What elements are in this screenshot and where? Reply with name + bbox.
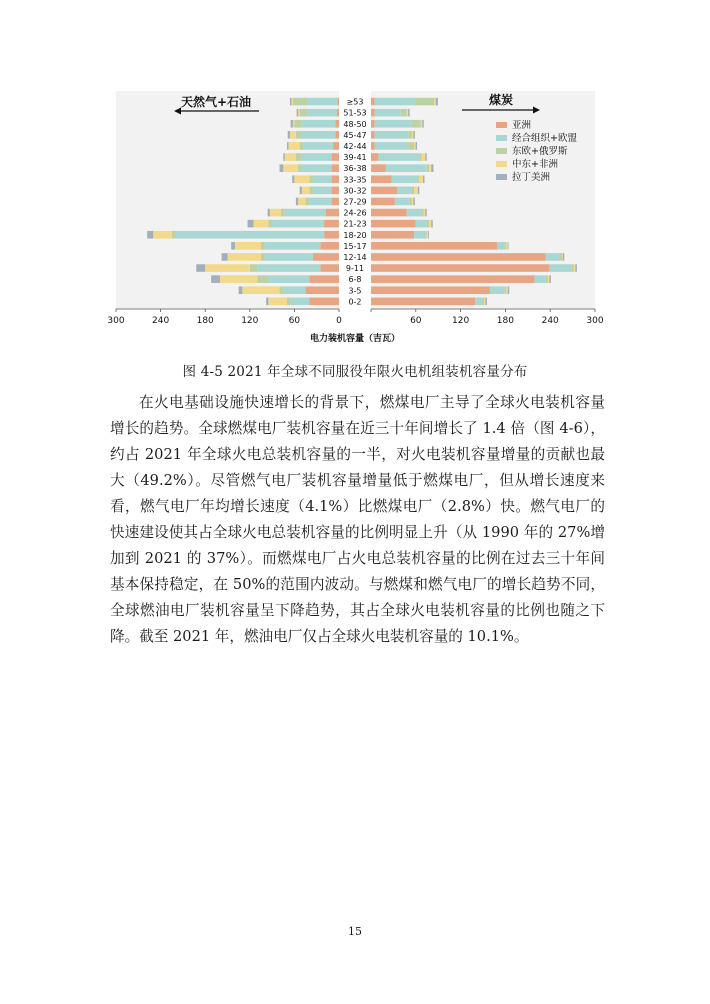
gas-oil-bar-1-6 — [302, 164, 332, 172]
age-label: 48-50 — [343, 119, 367, 129]
coal-bar-1-10 — [407, 209, 422, 217]
gas-oil-bar-4-4 — [287, 142, 288, 150]
gas-oil-bar-4-6 — [280, 164, 284, 172]
coal-bar-4-6 — [431, 164, 433, 172]
gas-oil-bar-3-5 — [285, 153, 296, 161]
gas-oil-bar-4-13 — [231, 242, 235, 250]
gas-oil-bar-0-15 — [320, 264, 339, 272]
coal-bar-1-17 — [490, 286, 505, 294]
legend-swatch — [496, 174, 507, 180]
gas-oil-bar-2-5 — [296, 153, 302, 161]
legend-swatch — [496, 122, 507, 128]
coal-bar-0-7 — [371, 175, 392, 183]
coal-bar-2-3 — [408, 131, 412, 139]
gas-oil-bar-2-4 — [300, 142, 304, 150]
coal-bar-0-17 — [371, 286, 490, 294]
x-tick-label: 60 — [410, 316, 422, 326]
coal-bar-0-10 — [371, 209, 407, 217]
coal-bar-0-16 — [371, 275, 535, 283]
coal-bar-2-8 — [412, 187, 414, 195]
gas-oil-bar-2-12 — [172, 231, 176, 239]
gas-oil-bar-4-1 — [297, 109, 298, 117]
gas-oil-bar-0-11 — [324, 220, 339, 228]
gas-oil-bar-3-0 — [291, 98, 292, 106]
gas-oil-bar-2-11 — [268, 220, 272, 228]
coal-bar-3-4 — [414, 142, 415, 150]
coal-bar-1-14 — [546, 253, 561, 261]
gas-oil-bar-1-1 — [307, 109, 337, 117]
gas-oil-bar-0-0 — [338, 98, 339, 106]
coal-bar-4-12 — [428, 231, 429, 239]
coal-bar-2-16 — [546, 275, 548, 283]
gas-oil-bar-4-7 — [292, 175, 294, 183]
x-tick-label: 0 — [336, 316, 342, 326]
coal-bar-2-1 — [401, 109, 407, 117]
gas-oil-bar-0-18 — [309, 298, 339, 306]
gas-oil-bar-1-17 — [283, 286, 305, 294]
gas-oil-bar-2-8 — [309, 187, 313, 195]
x-tick-label: 180 — [196, 316, 214, 326]
gas-oil-bar-3-1 — [298, 109, 299, 117]
coal-bar-4-17 — [508, 286, 509, 294]
coal-bar-1-1 — [375, 109, 401, 117]
gas-oil-bar-0-13 — [320, 242, 339, 250]
gas-oil-bar-1-8 — [313, 187, 332, 195]
gas-oil-bar-0-10 — [326, 209, 339, 217]
coal-bar-0-4 — [371, 142, 375, 150]
coal-bar-4-5 — [425, 153, 426, 161]
capacity-age-chart — [0, 0, 710, 355]
gas-oil-bar-4-8 — [300, 187, 302, 195]
gas-oil-bar-4-15 — [196, 264, 205, 272]
coal-bar-0-12 — [371, 231, 414, 239]
coal-bar-4-1 — [408, 109, 409, 117]
coal-bar-3-18 — [484, 298, 485, 306]
coal-bar-1-12 — [414, 231, 425, 239]
body-paragraph: 在火电基础设施快速增长的背景下，燃煤电厂主导了全球火电装机容量增长的趋势。全球燃煤电厂装机容量在近三十年间增长了 1.4 倍（图 4-6），约占 2021 年全球火电总装机容量的一半，对火电装机容量增量的贡献也最大（49.2%）。尽管燃气电厂装机容量增量低于燃煤电厂，但从增长速度来看，燃气电厂年均增长速度（4.1%）比燃煤电厂（2.8%）快。燃气电厂的快速建设使其占全球火电总装机容量的比例明显上升（从 1990 年的 27%增加到 2021 的 37%）。而燃煤电厂占火电总装机容量的比例在过去三十年间基本保持稳定，在 50%的范围内波动。与燃煤和燃气电厂的增长趋势不同，全球燃油电厂装机容量呈下降趋势，其占全球火电装机容量的比例也随之下降。截至 2021 年，燃油电厂仅占全球火电装机容量的 10.1%。 — [110, 394, 605, 645]
age-label: 30-32 — [343, 186, 367, 196]
gas-oil-bar-3-16 — [220, 275, 257, 283]
gas-oil-bar-0-12 — [324, 231, 339, 239]
coal-bar-1-5 — [378, 153, 419, 161]
gas-oil-bar-4-12 — [147, 231, 153, 239]
gas-oil-bar-1-0 — [308, 98, 338, 106]
x-tick-label: 240 — [541, 316, 559, 326]
age-label: 6-8 — [348, 275, 362, 285]
x-tick-label: 300 — [586, 316, 604, 326]
coal-bar-3-12 — [427, 231, 428, 239]
gas-oil-bar-0-9 — [332, 198, 339, 206]
age-label: 42-44 — [343, 141, 367, 151]
gas-oil-bar-3-14 — [228, 253, 261, 261]
coal-bar-4-2 — [422, 120, 423, 128]
x-tick-label: 120 — [452, 316, 470, 326]
age-label: 51-53 — [343, 108, 367, 118]
gas-oil-bar-4-18 — [266, 298, 268, 306]
age-label: 0-2 — [348, 297, 362, 307]
gas-oil-bar-0-7 — [332, 175, 339, 183]
legend-swatch — [496, 161, 507, 167]
gas-oil-bar-4-10 — [268, 209, 270, 217]
legend-label: 亚洲 — [512, 120, 532, 131]
gas-oil-bar-4-5 — [283, 153, 284, 161]
coal-bar-2-17 — [505, 286, 506, 294]
gas-oil-bar-1-11 — [272, 220, 324, 228]
coal-bar-3-6 — [429, 164, 431, 172]
coal-bar-1-15 — [549, 264, 571, 272]
coal-bar-0-9 — [371, 198, 395, 206]
coal-bar-3-17 — [506, 286, 507, 294]
gas-oil-bar-0-16 — [309, 275, 339, 283]
gas-oil-bar-4-17 — [239, 286, 243, 294]
gas-oil-bar-1-16 — [268, 275, 309, 283]
gas-oil-bar-2-17 — [280, 286, 284, 294]
gas-oil-bar-4-11 — [248, 220, 254, 228]
gas-oil-bar-0-4 — [333, 142, 339, 150]
coal-bar-4-10 — [425, 209, 426, 217]
coal-bar-3-10 — [424, 209, 425, 217]
gas-oil-bar-0-2 — [335, 120, 339, 128]
coal-bar-0-14 — [371, 253, 546, 261]
gas-oil-bar-4-9 — [296, 198, 298, 206]
x-tick-label: 180 — [496, 316, 514, 326]
gas-oil-bar-0-8 — [332, 187, 339, 195]
coal-bar-2-4 — [408, 142, 414, 150]
coal-bar-0-5 — [371, 153, 378, 161]
coal-bar-4-7 — [423, 175, 424, 183]
age-label: 39-41 — [343, 153, 367, 163]
coal-bar-1-7 — [392, 175, 418, 183]
coal-bar-2-11 — [427, 220, 429, 228]
coal-bar-4-13 — [508, 242, 509, 250]
age-label: ≥53 — [346, 97, 364, 107]
gas-oil-bar-2-18 — [287, 298, 291, 306]
coal-bar-1-6 — [386, 164, 427, 172]
age-label: 21-23 — [343, 219, 367, 229]
coal-bar-2-18 — [483, 298, 484, 306]
gas-oil-bar-3-18 — [268, 298, 287, 306]
gas-oil-bar-3-3 — [290, 131, 296, 139]
gas-oil-bar-1-7 — [313, 175, 332, 183]
coal-bar-4-0 — [436, 98, 438, 106]
coal-bar-1-11 — [416, 220, 427, 228]
coal-bar-4-11 — [431, 220, 432, 228]
coal-bar-0-1 — [371, 109, 375, 117]
gas-oil-bar-0-17 — [306, 286, 339, 294]
coal-bar-3-11 — [429, 220, 431, 228]
gas-oil-bar-1-15 — [257, 264, 320, 272]
age-label: 18-20 — [343, 230, 367, 240]
gas-oil-bar-1-18 — [291, 298, 310, 306]
gas-oil-bar-2-0 — [293, 98, 308, 106]
gas-oil-bar-3-10 — [270, 209, 281, 217]
coal-bar-1-0 — [375, 98, 416, 106]
gas-oil-bar-0-1 — [337, 109, 339, 117]
gas-oil-bar-2-6 — [298, 164, 302, 172]
coal-bar-0-0 — [371, 98, 375, 106]
age-label: 9-11 — [345, 264, 365, 274]
gas-oil-bar-2-1 — [300, 109, 307, 117]
gas-oil-bar-2-15 — [250, 264, 257, 272]
gas-oil-bar-1-12 — [175, 231, 324, 239]
coal-bar-0-18 — [371, 298, 475, 306]
x-axis-ticks — [107, 309, 603, 326]
gas-oil-bar-1-2 — [302, 120, 335, 128]
coal-bar-0-15 — [371, 264, 549, 272]
gas-oil-bar-0-14 — [313, 253, 339, 261]
coal-bar-1-18 — [475, 298, 482, 306]
coal-bar-2-13 — [505, 242, 506, 250]
legend-label: 东欧+俄罗斯 — [512, 146, 568, 157]
gas-oil-bar-2-16 — [257, 275, 268, 283]
gas-oil-bar-3-13 — [235, 242, 261, 250]
gas-oil-panel-title: 天然气+石油 — [180, 95, 252, 109]
coal-bar-4-16 — [549, 275, 550, 283]
coal-bar-2-6 — [427, 164, 429, 172]
x-tick-label: 240 — [152, 316, 170, 326]
age-label: 24-26 — [343, 208, 367, 218]
gas-oil-bar-1-5 — [302, 153, 332, 161]
gas-oil-bar-3-11 — [254, 220, 269, 228]
age-labels — [343, 98, 366, 307]
gas-oil-bar-0-6 — [332, 164, 339, 172]
coal-bar-0-13 — [371, 242, 497, 250]
coal-bar-1-3 — [375, 131, 408, 139]
coal-bar-4-4 — [416, 142, 417, 150]
gas-oil-bar-4-3 — [288, 131, 290, 139]
gas-oil-bar-2-13 — [261, 242, 265, 250]
gas-oil-bar-0-5 — [332, 153, 339, 161]
gas-oil-bar-1-10 — [285, 209, 326, 217]
coal-bar-2-15 — [572, 264, 574, 272]
coal-bar-3-3 — [412, 131, 413, 139]
coal-bar-2-10 — [422, 209, 424, 217]
coal-bar-2-7 — [418, 175, 419, 183]
gas-oil-bar-3-8 — [302, 187, 309, 195]
legend-label: 经合组织+欧盟 — [512, 133, 577, 144]
coal-bar-1-9 — [395, 198, 410, 206]
age-label: 36-38 — [343, 164, 367, 174]
coal-bar-3-13 — [506, 242, 507, 250]
coal-bar-3-2 — [421, 120, 422, 128]
coal-bar-3-0 — [434, 98, 435, 106]
coal-bar-3-16 — [548, 275, 549, 283]
gas-oil-bar-3-6 — [283, 164, 298, 172]
x-tick-label: 120 — [241, 316, 259, 326]
coal-bar-3-9 — [412, 198, 413, 206]
coal-bar-0-8 — [371, 187, 397, 195]
coal-bar-4-3 — [413, 131, 414, 139]
gas-oil-bar-1-13 — [265, 242, 321, 250]
coal-bar-4-9 — [413, 198, 414, 206]
coal-bar-0-11 — [371, 220, 416, 228]
coal-bar-2-14 — [561, 253, 562, 261]
gas-oil-bar-3-7 — [294, 175, 309, 183]
coal-bar-0-2 — [371, 120, 375, 128]
gas-oil-bar-4-16 — [211, 275, 220, 283]
gas-oil-bar-3-2 — [293, 120, 294, 128]
coal-bar-4-8 — [418, 187, 419, 195]
gas-oil-bar-3-12 — [153, 231, 172, 239]
coal-bar-4-18 — [485, 298, 486, 306]
age-label: 3-5 — [348, 286, 362, 296]
coal-panel-title: 煤炭 — [488, 93, 514, 107]
gas-oil-bar-3-15 — [205, 264, 250, 272]
coal-bar-3-14 — [562, 253, 563, 261]
age-label: 12-14 — [343, 252, 367, 262]
coal-bar-2-9 — [410, 198, 412, 206]
gas-oil-bar-2-7 — [309, 175, 313, 183]
gas-oil-bar-2-9 — [306, 198, 310, 206]
coal-bar-2-0 — [416, 98, 435, 106]
coal-bar-1-13 — [497, 242, 504, 250]
gas-oil-bar-4-0 — [290, 98, 291, 106]
age-label: 33-35 — [343, 175, 367, 185]
gas-oil-bar-2-14 — [261, 253, 265, 261]
gas-oil-bar-2-10 — [281, 209, 285, 217]
gas-oil-bar-3-4 — [288, 142, 299, 150]
coal-bar-4-14 — [563, 253, 564, 261]
gas-oil-bar-2-2 — [294, 120, 301, 128]
coal-bar-1-2 — [375, 120, 412, 128]
age-label: 45-47 — [343, 130, 367, 140]
figure-caption: 图 4-5 2021 年全球不同服役年限火电机组装机容量分布 — [182, 364, 528, 380]
coal-bar-3-1 — [407, 109, 408, 117]
gas-oil-bar-4-14 — [222, 253, 228, 261]
gas-oil-bar-1-3 — [302, 131, 335, 139]
age-label: 15-17 — [343, 241, 367, 251]
gas-oil-bar-4-2 — [291, 120, 293, 128]
legend-swatch — [496, 135, 507, 141]
coal-bar-1-4 — [375, 142, 408, 150]
gas-oil-bar-3-9 — [298, 198, 305, 206]
x-axis-label: 电力装机容量（吉瓦） — [309, 334, 401, 344]
coal-bar-4-15 — [575, 264, 576, 272]
gas-oil-bar-1-9 — [309, 198, 331, 206]
coal-bar-0-3 — [371, 131, 375, 139]
gas-oil-bar-1-4 — [303, 142, 333, 150]
coal-bar-2-5 — [419, 153, 421, 161]
gas-oil-bar-0-3 — [335, 131, 339, 139]
coal-bar-3-15 — [574, 264, 575, 272]
coal-bar-2-12 — [425, 231, 426, 239]
coal-bar-1-16 — [535, 275, 546, 283]
coal-bar-2-2 — [412, 120, 421, 128]
coal-bar-0-6 — [371, 164, 386, 172]
legend-swatch — [496, 148, 507, 154]
gas-oil-bar-2-3 — [296, 131, 302, 139]
legend-label: 中东+非洲 — [512, 159, 558, 170]
body-paragraph-block — [110, 390, 605, 650]
x-tick-label: 300 — [107, 316, 125, 326]
x-tick-label: 60 — [288, 316, 301, 326]
gas-oil-bar-3-17 — [242, 286, 279, 294]
age-label: 27-29 — [343, 197, 367, 207]
coal-bar-3-5 — [422, 153, 426, 161]
coal-bar-3-7 — [419, 175, 423, 183]
coal-bar-1-8 — [397, 187, 412, 195]
legend-label: 拉丁美洲 — [512, 172, 551, 183]
page-number: 15 — [348, 925, 362, 938]
gas-oil-bar-1-14 — [265, 253, 313, 261]
coal-bar-3-8 — [414, 187, 418, 195]
